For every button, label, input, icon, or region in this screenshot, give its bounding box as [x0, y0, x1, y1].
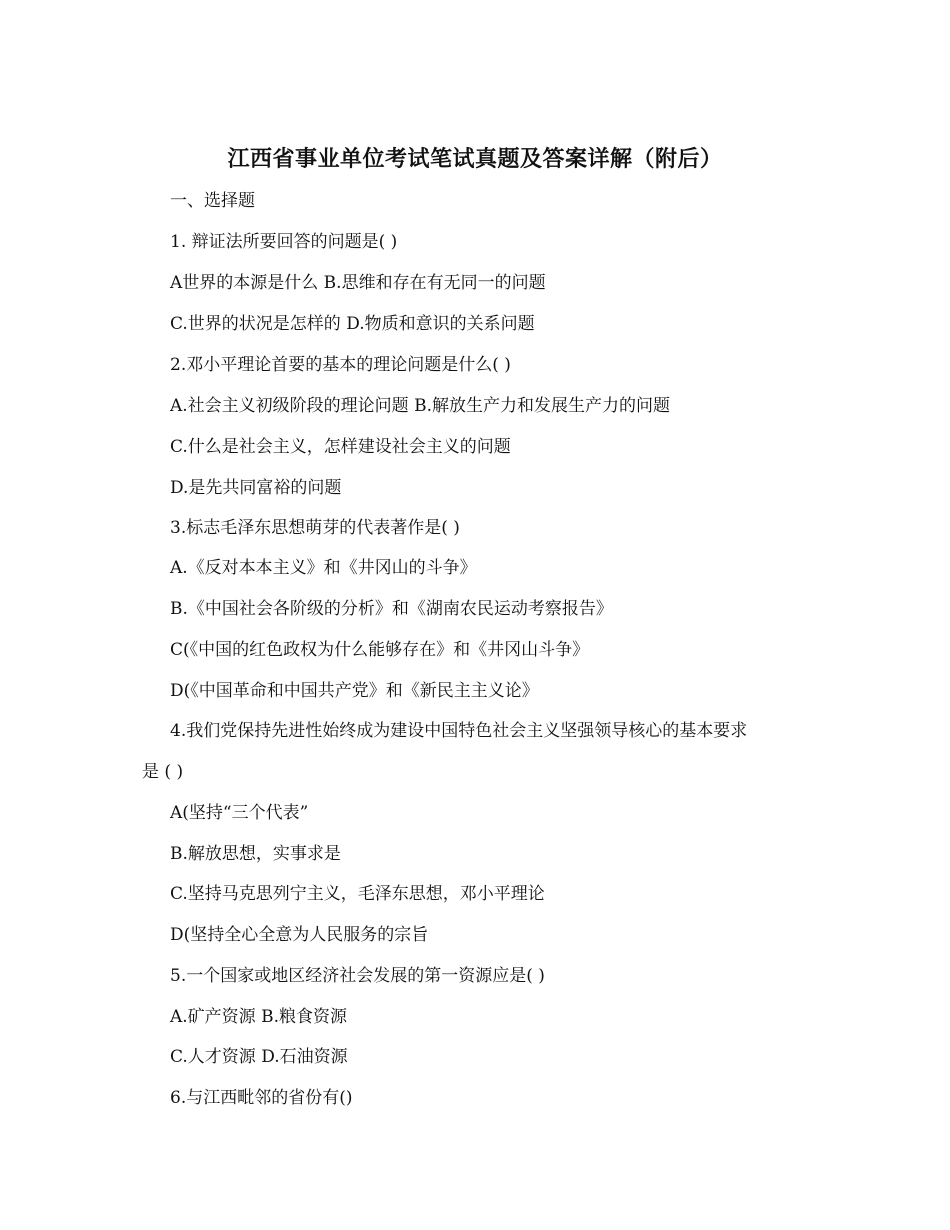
question-2-option-c: C.什么是社会主义，怎样建设社会主义的问题: [170, 437, 511, 457]
question-4-option-d: D(坚持全心全意为人民服务的宗旨: [170, 925, 429, 945]
section-heading: 一、选择题: [170, 191, 255, 211]
question-5-options-cd: C.人才资源 D.石油资源: [170, 1047, 348, 1067]
question-1: 1. 辩证法所要回答的问题是( ): [170, 232, 398, 252]
question-4-option-a: A(坚持“三个代表”: [170, 803, 309, 823]
question-3-option-a: A.《反对本本主义》和《井冈山的斗争》: [170, 558, 477, 578]
question-3-option-c: C(《中国的红色政权为什么能够存在》和《井冈山斗争》: [170, 640, 590, 660]
question-3: 3.标志毛泽东思想萌芽的代表著作是( ): [170, 518, 460, 538]
question-1-options-cd: C.世界的状况是怎样的 D.物质和意识的关系问题: [170, 314, 535, 334]
question-1-options-ab: A世界的本源是什么 B.思维和存在有无同一的问题: [170, 273, 546, 293]
question-4-option-b: B.解放思想，实事求是: [170, 844, 341, 864]
question-4-option-c: C.坚持马克思列宁主义，毛泽东思想，邓小平理论: [170, 884, 545, 904]
question-4-continued: 是 ( ): [142, 762, 184, 782]
question-5: 5.一个国家或地区经济社会发展的第一资源应是( ): [170, 966, 545, 986]
question-2-option-d: D.是先共同富裕的问题: [170, 478, 342, 498]
document-title: 江西省事业单位考试笔试真题及答案详解（附后）: [227, 146, 723, 172]
question-2: 2.邓小平理论首要的基本的理论问题是什么( ): [170, 355, 511, 375]
question-3-option-b: B.《中国社会各阶级的分析》和《湖南农民运动考察报告》: [170, 599, 613, 619]
question-5-options-ab: A.矿产资源 B.粮食资源: [170, 1007, 347, 1027]
question-6: 6.与江西毗邻的省份有(): [170, 1088, 353, 1108]
question-3-option-d: D(《中国革命和中国共产党》和《新民主主义论》: [170, 681, 539, 701]
question-2-options-ab: A.社会主义初级阶段的理论问题 B.解放生产力和发展生产力的问题: [170, 396, 670, 416]
question-4: 4.我们党保持先进性始终成为建设中国特色社会主义坚强领导核心的基本要求: [170, 721, 748, 741]
